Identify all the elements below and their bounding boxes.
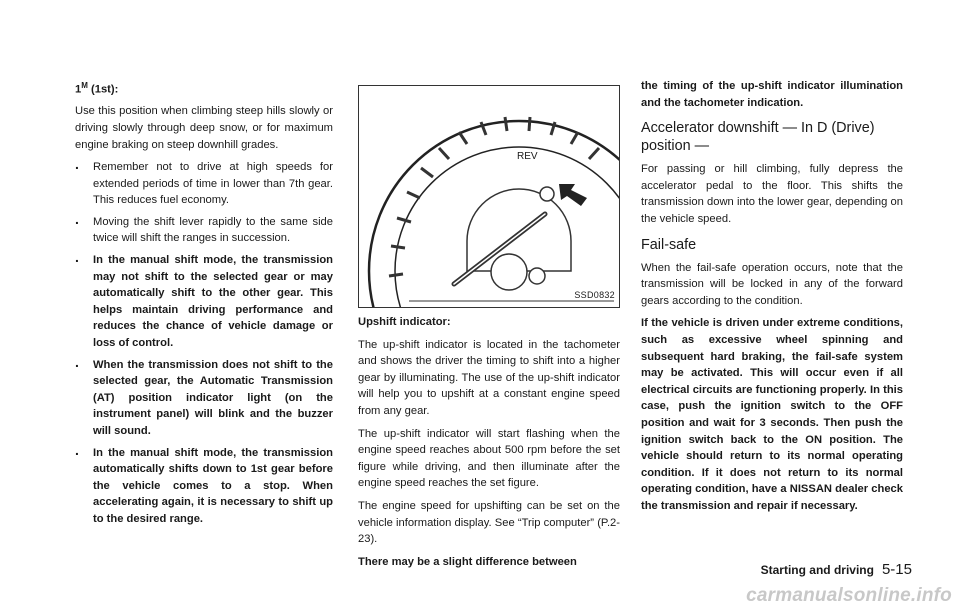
gear-heading	[75, 78, 333, 98]
watermark: carmanualsonline.info	[746, 585, 952, 606]
bullet-item: . When the transmission does not shift to the selected gear, the Automatic Transmission (AT) position indicator light (on the instrument panel) will blink and the buzzer will sound.	[75, 357, 333, 440]
bullet-item: . In the manual shift mode, the transmission automatically shifts down to 1st gear before the vehicle comes to a stop. When accelerating again, it is necessary to shift up to the desired range.	[75, 445, 333, 528]
gear-heading-rest: (1st):	[87, 83, 119, 96]
gear-bullet-list	[75, 159, 333, 527]
bullet-item: . Remember not to drive at high speeds for extended periods of time in lower than 7th gear. This reduces fuel economy.	[75, 159, 333, 209]
accelerator-downshift-paragraph: For passing or hill climbing, fully depress the accelerator pedal to the floor. This shifts the transmission down into the lower gear, depending on the vehicle speed.	[641, 163, 903, 225]
column-left	[75, 78, 333, 533]
bullet-item: . In the manual shift mode, the transmission may not shift to the selected gear or may automatically shift to the other gear. This helps maintain driving performance and reduces the chance of vehicle damage or loss of control.	[75, 252, 333, 352]
tachometer-figure	[358, 85, 620, 308]
accelerator-downshift-heading: Accelerator downshift — In D (Drive) position —	[641, 120, 875, 155]
gear-heading-sup: M	[81, 81, 88, 90]
footer-section: Starting and driving	[760, 563, 874, 577]
column-middle	[358, 78, 620, 576]
failsafe-warning: If the vehicle is driven under extreme conditions, such as excessive wheel spinning and subsequent hard braking, the fail-safe system may be activated. This will occur even if all electrical circuits are functioning properly. In this case, push the ignition switch to the OFF position and wait for 3 seconds. Then push the ignition switch back to the ON position. The vehicle should return to its normal operating condition. If it does not return to its normal operating condition, have a NISSAN dealer check the transmission and repair if necessary.	[641, 317, 903, 512]
upshift-paragraph-1: The up-shift indicator is located in the tachometer and shows the driver the timing to shift into a higher gear by illuminating. The use of the up-shift indicator will help you to upshift at a constant engine speed from any gear.	[358, 338, 620, 417]
figure-code: SSD0832	[574, 290, 615, 301]
upshift-continuation: the timing of the up-shift indicator illumination and the tachometer indication.	[641, 80, 903, 109]
upshift-heading: Upshift indicator:	[358, 316, 451, 328]
footer-page-number: 5-15	[881, 561, 912, 578]
tachometer-illustration	[359, 86, 620, 308]
upshift-paragraph-2: The up-shift indicator will start flashing when the engine speed reaches about 500 rpm before the set figure while driving, and then illuminate after the engine speed reaches the set figure.	[358, 427, 620, 490]
failsafe-heading: Fail-safe	[641, 236, 697, 253]
upshift-paragraph-3: The engine speed for upshifting can be set on the vehicle information display. See “Trip computer” (P.2-23).	[358, 499, 620, 546]
column-right	[641, 78, 903, 520]
page-footer	[652, 561, 912, 578]
gear-heading-number: 1	[75, 83, 82, 96]
upshift-paragraph-4: There may be a slight difference between	[358, 555, 577, 568]
failsafe-paragraph: When the fail-safe operation occurs, note that the transmission will be locked in any of the forward gears according to the condition.	[641, 261, 903, 307]
gear-intro: Use this position when climbing steep hills slowly or driving slowly through deep snow, or for maximum engine braking on steep downhill grades.	[75, 105, 333, 151]
bullet-item: . Moving the shift lever rapidly to the same side twice will shift the ranges in succession.	[75, 214, 333, 247]
rev-label: REV	[517, 151, 538, 162]
